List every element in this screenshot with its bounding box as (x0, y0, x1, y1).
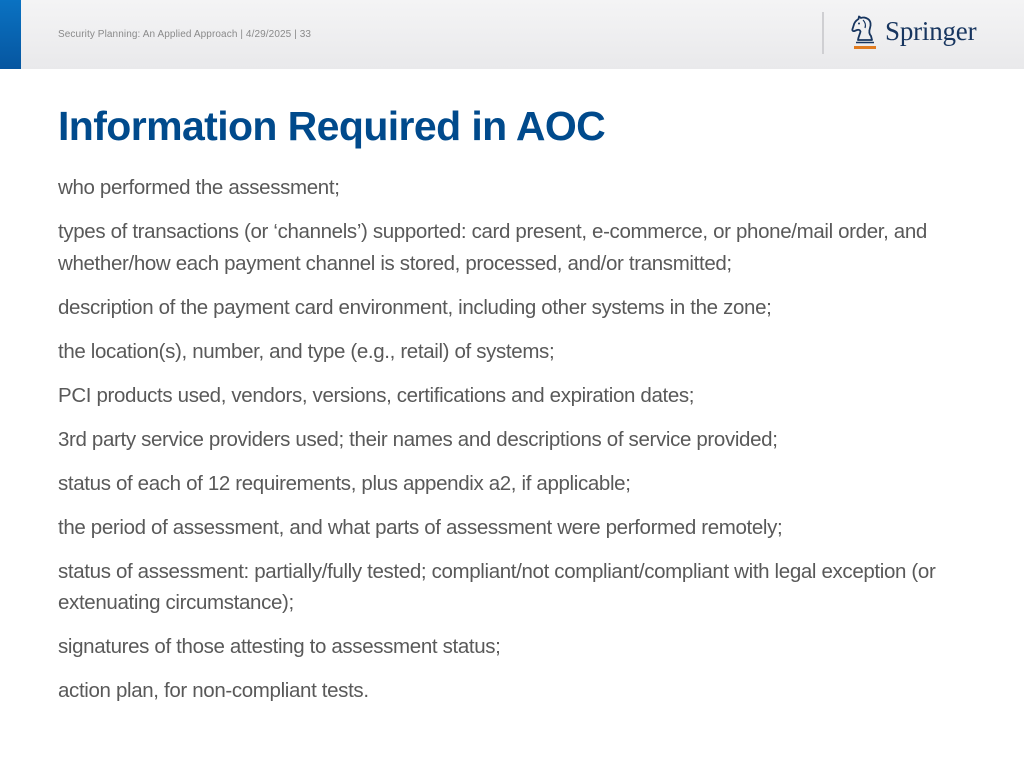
list-item-assessment-period: the period of assessment, and what parts of assessment were performed remotely; (58, 515, 783, 539)
list-item-assessor: who performed the assessment; (58, 176, 340, 199)
list-item-transaction-types: types of transactions (or ‘channels’) supported: card present, e-commerce, or phone/mail order, and whether/how each payment channel is stored, processed, and/or transmitted; (58, 220, 927, 275)
header-accent-bar (0, 0, 21, 69)
springer-logo (850, 14, 976, 54)
list-item-environment-description: description of the payment card environment, including other systems in the zone; (58, 295, 772, 319)
list-item-pci-products: PCI products used, vendors, versions, certifications and expiration dates; (58, 383, 695, 407)
list-item-service-providers: 3rd party service providers used; their names and descriptions of service provided; (58, 427, 778, 451)
slide-header (0, 0, 1024, 69)
header-divider (822, 12, 824, 54)
slide-body-list (58, 172, 958, 719)
list-item-requirements-status: status of each of 12 requirements, plus appendix a2, if applicable; (58, 471, 631, 495)
list-item-action-plan: action plan, for non-compliant tests. (58, 679, 369, 702)
list-item-signatures: signatures of those attesting to assessment status; (58, 635, 501, 658)
header-meta-text: Security Planning: An Applied Approach | 4/29/2025 | 33 (58, 29, 312, 40)
slide-title: Information Required in AOC (58, 103, 606, 149)
springer-knight-horse-icon (850, 14, 880, 52)
springer-logo-text: Springer (885, 16, 977, 46)
list-item-locations: the location(s), number, and type (e.g., retail) of systems; (58, 339, 555, 363)
list-item-assessment-status: status of assessment: partially/fully tested; compliant/not compliant/compliant with legal exception (or extenuating circumstance); (58, 559, 936, 614)
